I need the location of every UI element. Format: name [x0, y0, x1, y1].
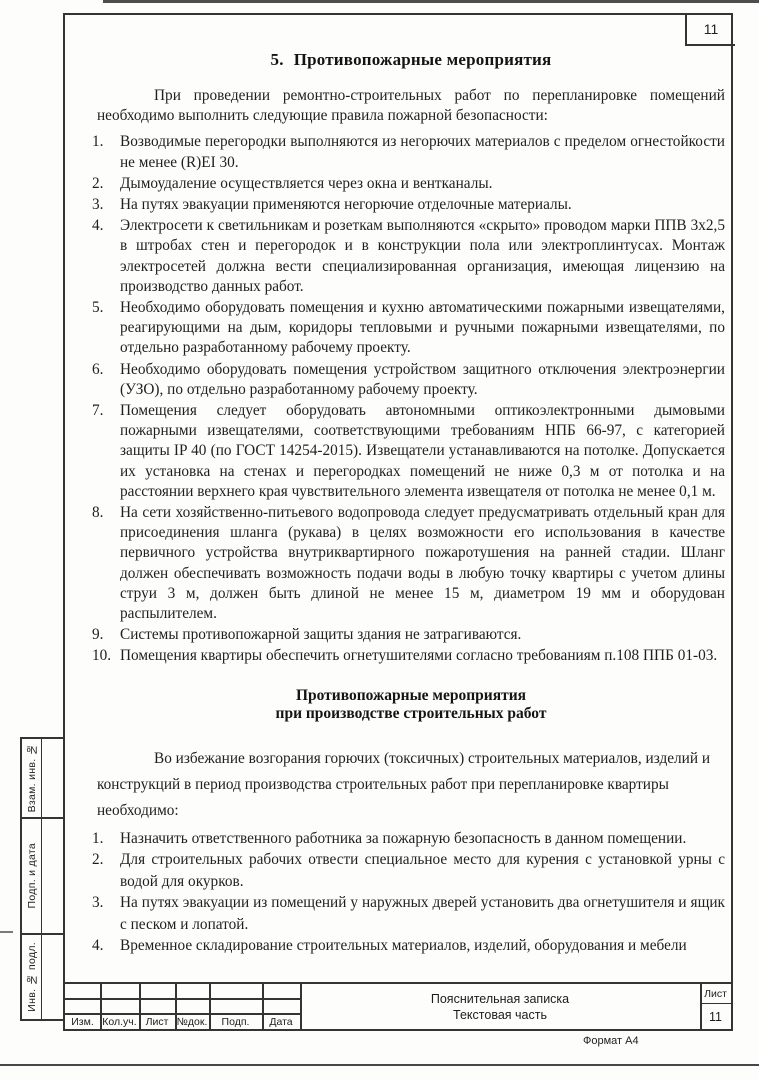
- section2-title: [97, 687, 725, 724]
- page-number: 11: [703, 20, 719, 37]
- document-name: Пояснительная записка: [430, 991, 570, 1006]
- scan-edge-top: [103, 0, 759, 3]
- format-label: Формат А4: [583, 1035, 639, 1047]
- side-stamp-label-cell: [22, 935, 42, 1019]
- scan-edge-bottom: [0, 1064, 759, 1066]
- side-stamp-cell-vzam: [22, 739, 63, 819]
- stamp-col-data: Дата: [269, 1015, 293, 1028]
- sheet-label-cell: Лист: [700, 984, 731, 1004]
- document-body: [97, 50, 725, 957]
- list-item: На путях эвакуации из помещений у наружных дверей установить два огнетушителя и ящик с песком и лопатой.: [120, 894, 725, 933]
- list-item: Системы противопожарной защиты здания не затрагиваются.: [120, 626, 522, 644]
- stamp-col-izm: Изм.: [71, 1015, 94, 1028]
- side-stamp-label: Инв. № подл.: [25, 942, 38, 1012]
- section2-intro-paragraph: Во избежание возгорания горючих (токсичных) строительных материалов, изделий и конструкций в период производства строительных работ при перепланировке квартиры необходимо:: [97, 749, 711, 819]
- list-item: Помещения следует оборудовать автономными оптикоэлектронными дымовыми пожарными извещателями, соответствующими требованиям НПБ 66-97, с категорией защиты IP 40 (по ГОСТ 14254-2015). Извещатели устанавливаются на потолке. Допускается их установка на стенах и перегородках помещений не ниже 0,3 м от потолка и на расстоянии верхнего края чувствительного элемента извещателя от потолка не менее 0,1 м.: [120, 402, 725, 500]
- side-stamp-blank-cell: [42, 935, 63, 1019]
- scan-artifact-dash: [0, 931, 13, 933]
- side-stamp-cell-podp: [22, 819, 63, 935]
- side-stamp-cell-inv: [22, 935, 63, 1019]
- list-item: Электросети к светильникам и розеткам выполняются «скрыто» проводом марки ППВ 3х2,5 в штробах стен и перегородок и в конструкции пола или электроплинтусах. Монтаж электросетей должна вести специализированная организация, имеющая лицензию на производство данных работ.: [120, 217, 725, 295]
- section2-title-line1: Противопожарные мероприятия: [295, 686, 527, 704]
- stamp-col-list: Лист: [145, 1015, 169, 1028]
- side-stamp-label: Подп. и дата: [25, 843, 38, 909]
- construction-works-rules-list: [97, 828, 725, 957]
- list-item: Помещения квартиры обеспечить огнетушителями согласно требованиям п.108 ППБ 01-03.: [120, 647, 718, 665]
- section1-title: [97, 50, 725, 70]
- list-item: Необходимо оборудовать помещения и кухню автоматическими пожарными извещателями, реагирующими на дым, коридоры тепловыми и ручными пожарными извещателями, по отдельно разработанному рабочему проекту.: [120, 299, 725, 357]
- document-name-cell: [300, 984, 700, 1029]
- section1-title-text: Противопожарные мероприятия: [293, 50, 552, 69]
- section1-intro-paragraph: При проведении ремонтно-строительных работ по перепланировке помещений необходимо выполнить следующие правила пожарной безопасности:: [97, 87, 725, 125]
- stamp-col-koluch: Кол.уч.: [102, 1015, 137, 1028]
- list-item: На путях эвакуации применяются негорючие отделочные материалы.: [120, 196, 572, 214]
- fire-safety-rules-list: [97, 132, 725, 666]
- list-item: Необходимо оборудовать помещения устройством защитного отключения электроэнергии (УЗО), по отдельно разработанному рабочему проекту.: [120, 360, 725, 398]
- list-item: Временное складирование строительных материалов, изделий, оборудования и мебели: [120, 937, 687, 955]
- page-number-box: [685, 13, 735, 46]
- list-item: На сети хозяйственно-питьевого водопровода следует предусматривать отдельный кран для присоединения шланга (рукава) в целях возможности его использования в качестве первичного устройства внутриквартирного пожаротушения на ранней стадии. Шланг должен обеспечивать возможность подачи воды в любую точку квартиры с учетом длины струи 3 м, должен быть длиной не менее 15 м, диаметром 19 мм и оборудован распылителем.: [120, 504, 725, 623]
- list-item: Для строительных рабочих отвести специальное место для курения с установкой урны с водой для окурков.: [120, 851, 725, 890]
- side-stamp-blank-cell: [42, 739, 63, 817]
- title-block-line: [65, 998, 300, 1000]
- list-item: Назначить ответственного работника за пожарную безопасность в данном помещении.: [120, 829, 687, 847]
- document-part: Текстовая часть: [453, 1007, 547, 1022]
- side-stamp-label: Взам. инв. №: [25, 743, 38, 813]
- stamp-col-dok: №док.: [176, 1015, 208, 1028]
- list-item: Дымоудаление осуществляется через окна и вентканалы.: [120, 174, 493, 192]
- section2: [97, 687, 725, 957]
- sheet-number-cell: 11: [709, 1010, 722, 1024]
- side-stamp: [20, 737, 65, 1021]
- side-stamp-blank-cell: [42, 819, 63, 933]
- side-stamp-label-cell: [22, 819, 42, 933]
- title-block: [63, 982, 733, 1031]
- list-item: Возводимые перегородки выполняются из негорючих материалов с пределом огнестойкости не менее (R)EI 30.: [120, 133, 725, 171]
- side-stamp-label-cell: [22, 739, 42, 817]
- stamp-col-podp: Подп.: [221, 1015, 250, 1028]
- section1-title-number: 5.: [270, 50, 284, 69]
- section2-title-line2: при производстве строительных работ: [275, 705, 547, 723]
